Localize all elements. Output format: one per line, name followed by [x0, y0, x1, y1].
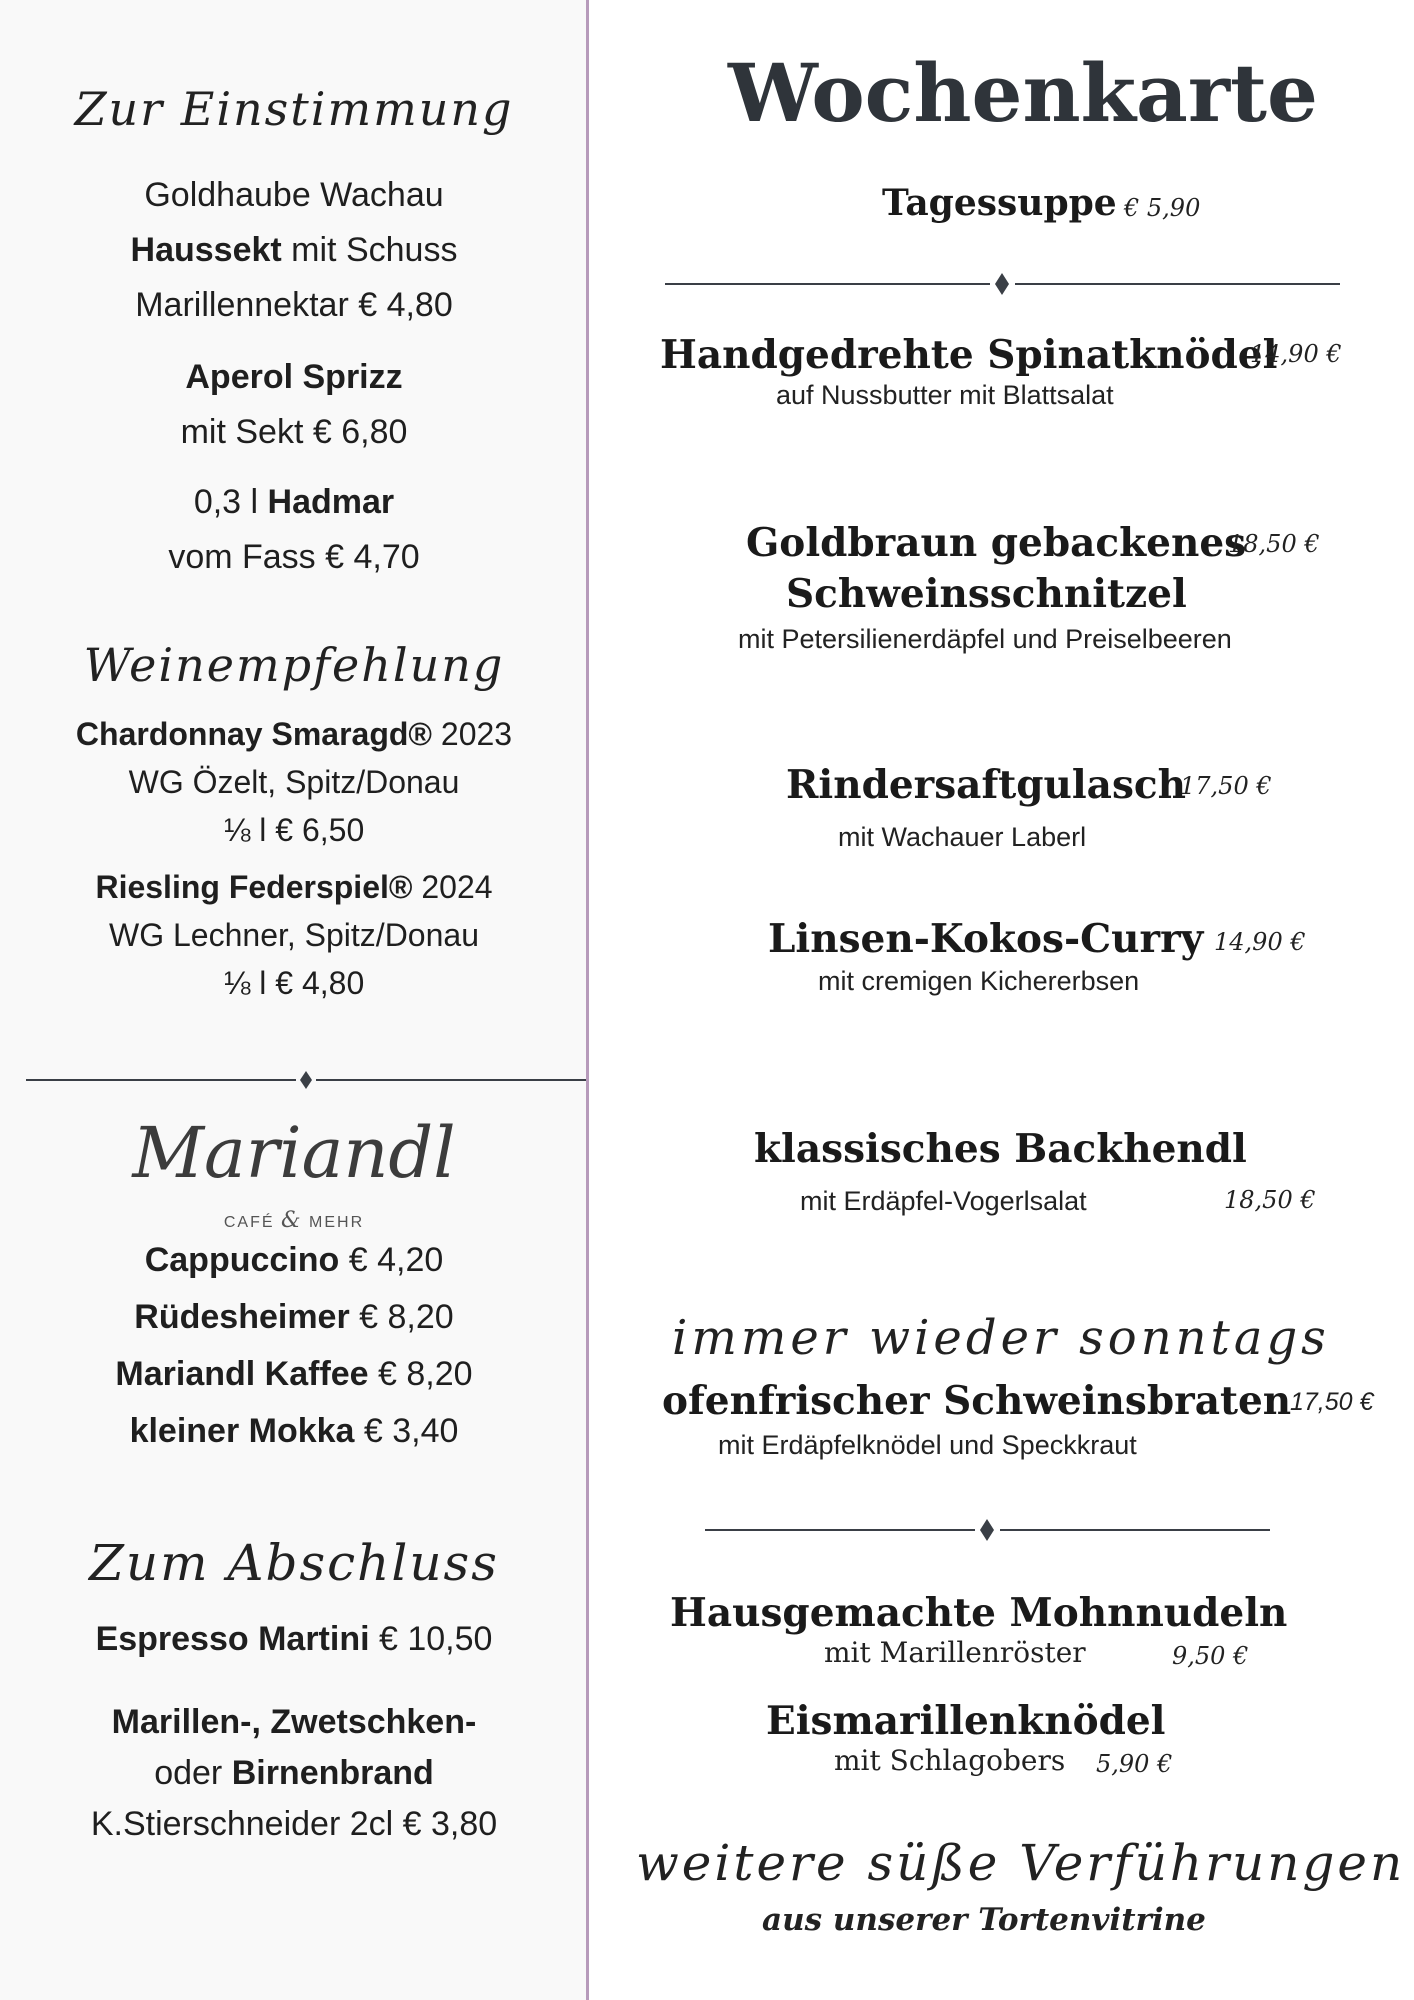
dish-description: mit Schlagobers [834, 1744, 1066, 1777]
wine-line: WG Lechner, Spitz/Donau [109, 917, 479, 953]
wine-line: ⅛ l € 6,50 [223, 812, 365, 848]
drink-line: vom Fass € 4,70 [168, 538, 420, 576]
wine-line: WG Özelt, Spitz/Donau [128, 764, 460, 800]
abschluss-heading: Zum Abschluss [89, 1534, 499, 1592]
footer-script: weitere süße Verführungen [636, 1834, 1406, 1892]
coffee-line: kleiner Mokka € 3,40 [129, 1412, 459, 1450]
soup-price: € 5,90 [1124, 194, 1201, 222]
kaffee-section [0, 1232, 588, 1460]
dish-price: 17,50 € [1180, 772, 1272, 800]
dish-description: auf Nussbutter mit Blattsalat [776, 380, 1114, 410]
dish-price: 18,50 € [1228, 530, 1320, 558]
dish-description: mit Wachauer Laberl [838, 822, 1087, 852]
drink-line: mit Sekt € 6,80 [180, 413, 408, 451]
wein-heading: Weinempfehlung [83, 638, 505, 692]
dish-name: Schweinsschnitzel [786, 571, 1187, 617]
brand-logo: Mariandl [132, 1112, 456, 1194]
dish-price: 14,90 € [1250, 340, 1342, 368]
coffee-line: Mariandl Kaffee € 8,20 [115, 1355, 473, 1393]
dish-name: Goldbraun gebackenes [746, 520, 1247, 566]
drink-line: Marillennektar € 4,80 [135, 286, 453, 324]
wine-line: ⅛ l € 4,80 [223, 965, 365, 1001]
dish-price: 18,50 € [1224, 1186, 1316, 1214]
ornament-divider [26, 1070, 586, 1090]
einstimmung-section [0, 168, 588, 585]
dish-name: Linsen-Kokos-Curry [768, 916, 1204, 962]
ornament-divider [705, 1518, 1270, 1542]
dish-name: Rindersaftgulasch [786, 762, 1186, 808]
einstimmung-heading: Zur Einstimmung [74, 82, 514, 136]
digestif-line: Espresso Martini € 10,50 [95, 1620, 493, 1658]
dish-price: 17,50 € [1290, 1388, 1374, 1416]
dish-description: mit cremigen Kichererbsen [818, 966, 1140, 996]
dish-description: mit Erdäpfelknödel und Speckkraut [718, 1430, 1137, 1460]
brand-subline: CAFÉ & MEHR [223, 1208, 365, 1233]
digestif-line: oder Birnenbrand [154, 1754, 434, 1792]
coffee-line: Rüdesheimer € 8,20 [134, 1298, 454, 1336]
drink-line: 0,3 l Hadmar [193, 483, 395, 521]
dish-name: Hausgemachte Mohnnudeln [670, 1590, 1288, 1636]
dish-name: klassisches Backhendl [754, 1126, 1247, 1172]
digestif-line: K.Stierschneider 2cl € 3,80 [90, 1805, 498, 1843]
page-title: Wochenkarte [728, 46, 1318, 140]
drink-line: Haussekt mit Schuss [130, 231, 458, 269]
dish-description: mit Erdäpfel-Vogerlsalat [800, 1186, 1087, 1216]
soup-name: Tagessuppe [882, 182, 1117, 224]
sonntags-heading: immer wieder sonntags [672, 1310, 1330, 1366]
dish-description: mit Marillenröster [824, 1636, 1086, 1669]
dish-description: mit Petersilienerdäpfel und Preiselbeeren [738, 624, 1232, 654]
ornament-divider [665, 272, 1340, 296]
wine-line: Chardonnay Smaragd® 2023 [75, 716, 513, 752]
dish-price: 5,90 € [1096, 1750, 1173, 1778]
dish-price: 14,90 € [1214, 928, 1306, 956]
digestif-line: Marillen-, Zwetschken- [111, 1703, 477, 1741]
abschluss-section [0, 1612, 588, 1850]
drink-line: Goldhaube Wachau [144, 176, 444, 214]
wine-line: Riesling Federspiel® 2024 [95, 869, 493, 905]
dish-price: 9,50 € [1172, 1642, 1249, 1670]
dish-name: Eismarillenknödel [766, 1698, 1166, 1744]
dish-name: Handgedrehte Spinatknödel [660, 332, 1278, 378]
drink-line: Aperol Sprizz [185, 358, 403, 396]
dish-name: ofenfrischer Schweinsbraten [662, 1378, 1292, 1424]
footer-subline: aus unserer Tortenvitrine [762, 1902, 1206, 1938]
wein-section [0, 710, 588, 1007]
coffee-line: Cappuccino € 4,20 [144, 1241, 444, 1279]
